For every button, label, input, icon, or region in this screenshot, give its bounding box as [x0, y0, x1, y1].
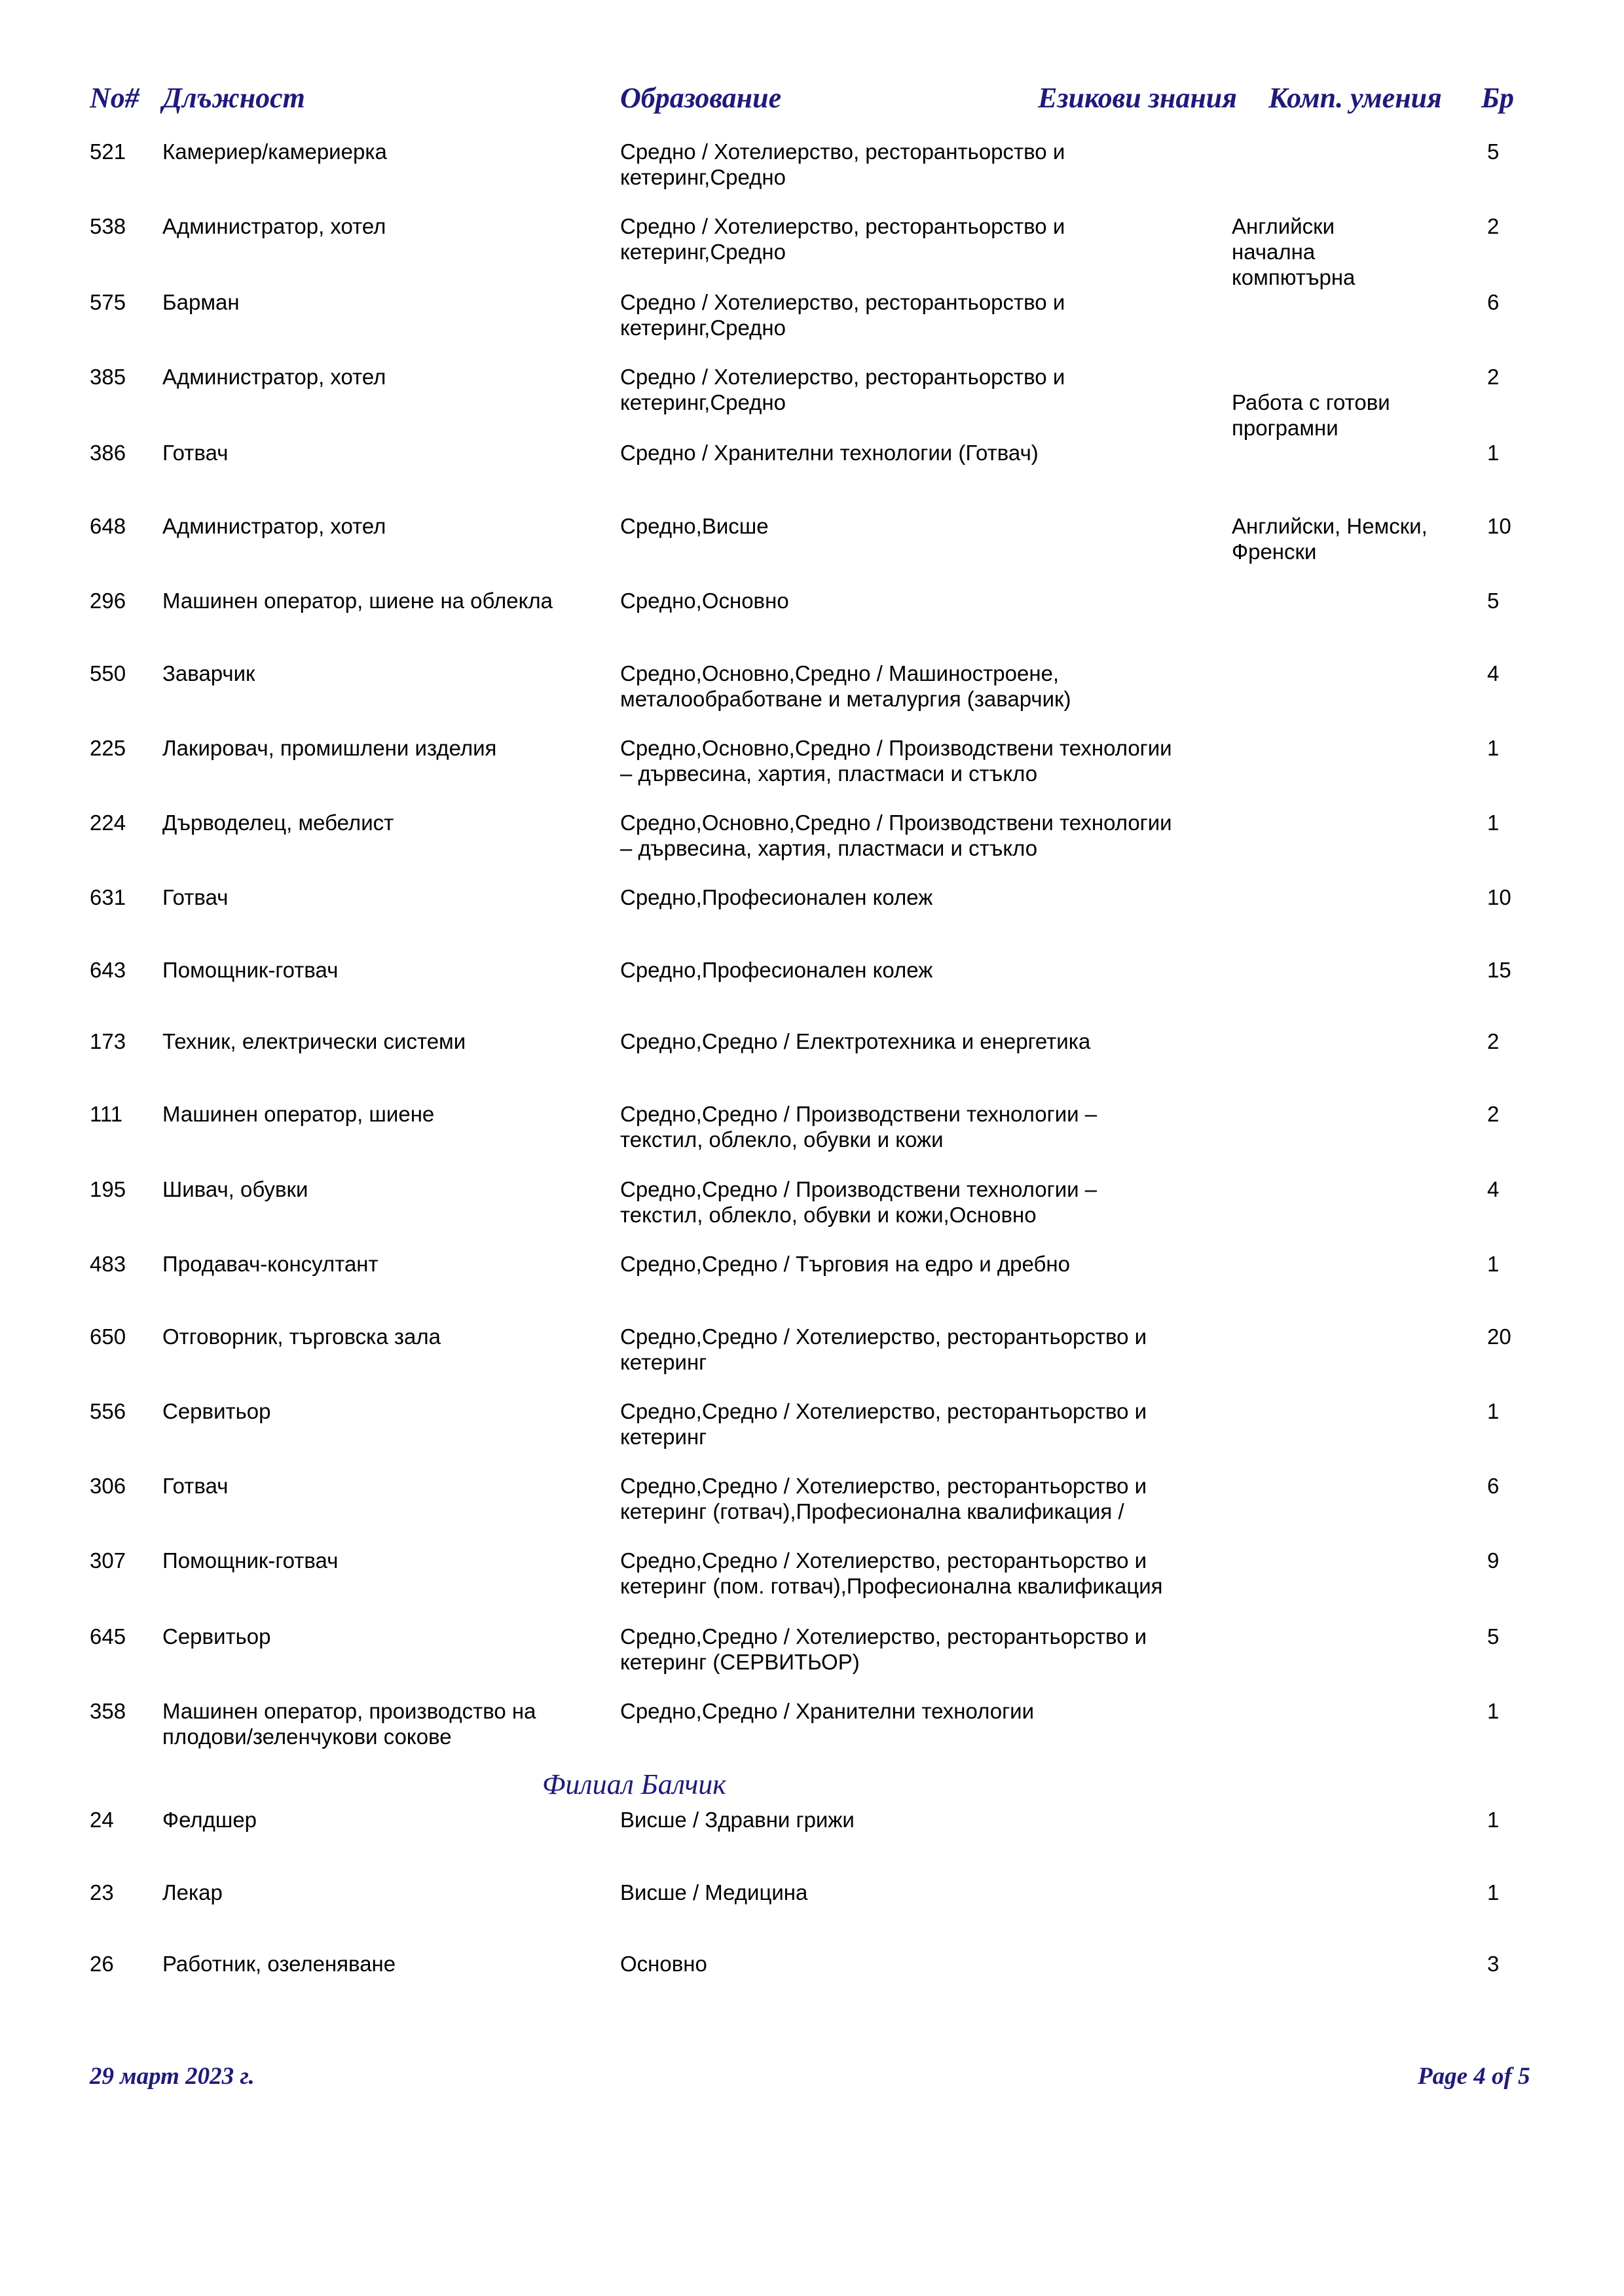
row-no: 556	[90, 1399, 126, 1423]
row-position: Техник, електрически системи	[162, 1029, 466, 1053]
row-education: Средно,Професионален колеж	[620, 885, 933, 909]
row-count: 20	[1487, 1324, 1511, 1349]
row-no: 224	[90, 811, 126, 835]
row-count: 1	[1487, 736, 1500, 760]
skills-648: Английски, Немски, Френски	[1232, 514, 1428, 564]
row-no: 26	[90, 1952, 114, 1976]
row-position: Машинен оператор, шиене на облекла	[162, 589, 553, 613]
row-position: Продавач-консултант	[162, 1252, 378, 1276]
footer-page-number: Page 4 of 5	[1418, 2063, 1530, 2090]
row-no: 195	[90, 1177, 126, 1201]
row-count: 2	[1487, 214, 1500, 238]
row-no: 385	[90, 365, 126, 389]
header-position: Длъжност	[162, 82, 305, 114]
row-position: Готвач	[162, 885, 229, 909]
row-position: Сервитьор	[162, 1624, 271, 1649]
row-no: 483	[90, 1252, 126, 1276]
row-count: 5	[1487, 589, 1500, 613]
row-no: 645	[90, 1624, 126, 1649]
row-no: 307	[90, 1548, 126, 1573]
header-computer-skills: Комп. умения	[1268, 82, 1442, 114]
row-no: 296	[90, 589, 126, 613]
row-education: Средно,Средно / Хотелиерство, ресторантьорство и кетеринг (СЕРВИТЬОР)	[620, 1624, 1147, 1674]
row-position: Работник, озеленяване	[162, 1952, 396, 1976]
footer-date: 29 март 2023 г.	[90, 2063, 255, 2090]
row-no: 24	[90, 1808, 114, 1832]
row-no: 111	[90, 1102, 123, 1126]
row-education: Средно,Средно / Производствени технологии – текстил, облекло, обувки и кожи,Основно	[620, 1177, 1098, 1227]
row-education: Средно,Средно / Хранителни технологии	[620, 1699, 1035, 1723]
row-position: Администратор, хотел	[162, 214, 386, 238]
row-no: 643	[90, 958, 126, 982]
row-count: 1	[1487, 441, 1500, 465]
row-position: Барман	[162, 290, 240, 314]
branch-title: Филиал Балчик	[542, 1768, 726, 1800]
row-position: Камериер/камериерка	[162, 139, 387, 164]
row-no: 521	[90, 139, 126, 164]
row-education: Средно / Хотелиерство, ресторантьорство и кетеринг,Средно	[620, 365, 1065, 414]
header-education: Образование	[620, 82, 782, 114]
row-position: Машинен оператор, производство на плодови/зеленчукови сокове	[162, 1699, 536, 1749]
header-languages: Езикови знания	[1038, 82, 1237, 114]
row-count: 9	[1487, 1548, 1500, 1573]
skills-385: Работа с готови програмни	[1232, 390, 1390, 440]
row-position: Отговорник, търговска зала	[162, 1324, 441, 1349]
skills-538: Английски начална компютърна	[1232, 214, 1356, 289]
row-no: 550	[90, 661, 126, 685]
row-position: Шивач, обувки	[162, 1177, 308, 1201]
row-count: 5	[1487, 139, 1500, 164]
row-count: 1	[1487, 1252, 1500, 1276]
row-education: Средно,Средно / Електротехника и енергетика	[620, 1029, 1091, 1053]
row-count: 3	[1487, 1952, 1500, 1976]
row-count: 10	[1487, 885, 1511, 909]
row-education: Средно / Хранителни технологии (Готвач)	[620, 441, 1039, 465]
row-no: 648	[90, 514, 126, 538]
row-position: Готвач	[162, 1474, 229, 1498]
row-count: 1	[1487, 811, 1500, 835]
header-no: No#	[90, 82, 139, 114]
row-education: Средно,Основно,Средно / Производствени технологии – дървесина, хартия, пластмаси и стъкло	[620, 811, 1172, 860]
row-no: 631	[90, 885, 126, 909]
row-education: Средно,Средно / Хотелиерство, ресторантьорство и кетеринг	[620, 1399, 1147, 1449]
row-position: Готвач	[162, 441, 229, 465]
row-education: Средно,Средно / Хотелиерство, ресторантьорство и кетеринг	[620, 1324, 1147, 1374]
row-position: Администратор, хотел	[162, 514, 386, 538]
row-position: Помощник-готвач	[162, 1548, 339, 1573]
row-education: Средно / Хотелиерство, ресторантьорство и кетеринг,Средно	[620, 139, 1065, 189]
row-education: Средно,Средно / Хотелиерство, ресторантьорство и кетеринг (готвач),Професионална квалификация /	[620, 1474, 1147, 1523]
row-education: Средно,Средно / Търговия на едро и дребно	[620, 1252, 1070, 1276]
row-position: Лекар	[162, 1880, 223, 1904]
row-position: Машинен оператор, шиене	[162, 1102, 435, 1126]
row-count: 1	[1487, 1880, 1500, 1904]
row-no: 538	[90, 214, 126, 238]
row-count: 5	[1487, 1624, 1500, 1649]
row-count: 6	[1487, 1474, 1500, 1498]
row-education: Средно,Средно / Производствени технологии – текстил, облекло, обувки и кожи	[620, 1102, 1098, 1152]
row-no: 650	[90, 1324, 126, 1349]
row-no: 225	[90, 736, 126, 760]
row-education: Висше / Здравни грижи	[620, 1808, 855, 1832]
row-no: 358	[90, 1699, 126, 1723]
row-education: Средно,Средно / Хотелиерство, ресторантьорство и кетеринг (пом. готвач),Професионална квалификация	[620, 1548, 1163, 1598]
row-education: Средно,Основно,Средно / Производствени технологии – дървесина, хартия, пластмаси и стъкло	[620, 736, 1172, 786]
row-position: Сервитьор	[162, 1399, 271, 1423]
row-no: 23	[90, 1880, 114, 1904]
row-position: Заварчик	[162, 661, 255, 685]
row-no: 386	[90, 441, 126, 465]
row-no: 575	[90, 290, 126, 314]
row-position: Помощник-готвач	[162, 958, 339, 982]
row-count: 2	[1487, 365, 1500, 389]
row-position: Фелдшер	[162, 1808, 257, 1832]
row-count: 10	[1487, 514, 1511, 538]
row-position: Лакировач, промишлени изделия	[162, 736, 497, 760]
row-no: 306	[90, 1474, 126, 1498]
row-education: Висше / Медицина	[620, 1880, 808, 1904]
row-education: Средно,Професионален колеж	[620, 958, 933, 982]
row-education: Средно / Хотелиерство, ресторантьорство и кетеринг,Средно	[620, 290, 1065, 340]
row-count: 1	[1487, 1699, 1500, 1723]
row-count: 2	[1487, 1029, 1500, 1053]
row-count: 2	[1487, 1102, 1500, 1126]
row-education: Средно,Висше	[620, 514, 769, 538]
row-education: Основно	[620, 1952, 707, 1976]
row-position: Дърводелец, мебелист	[162, 811, 394, 835]
row-count: 4	[1487, 661, 1500, 685]
row-position: Администратор, хотел	[162, 365, 386, 389]
row-education: Средно,Основно	[620, 589, 789, 613]
row-no: 173	[90, 1029, 126, 1053]
header-count: Бр	[1481, 82, 1514, 114]
row-education: Средно / Хотелиерство, ресторантьорство и кетеринг,Средно	[620, 214, 1065, 264]
row-count: 15	[1487, 958, 1511, 982]
row-count: 1	[1487, 1399, 1500, 1423]
row-count: 4	[1487, 1177, 1500, 1201]
row-count: 6	[1487, 290, 1500, 314]
row-education: Средно,Основно,Средно / Машиностроене, металообработване и металургия (заварчик)	[620, 661, 1071, 711]
row-count: 1	[1487, 1808, 1500, 1832]
